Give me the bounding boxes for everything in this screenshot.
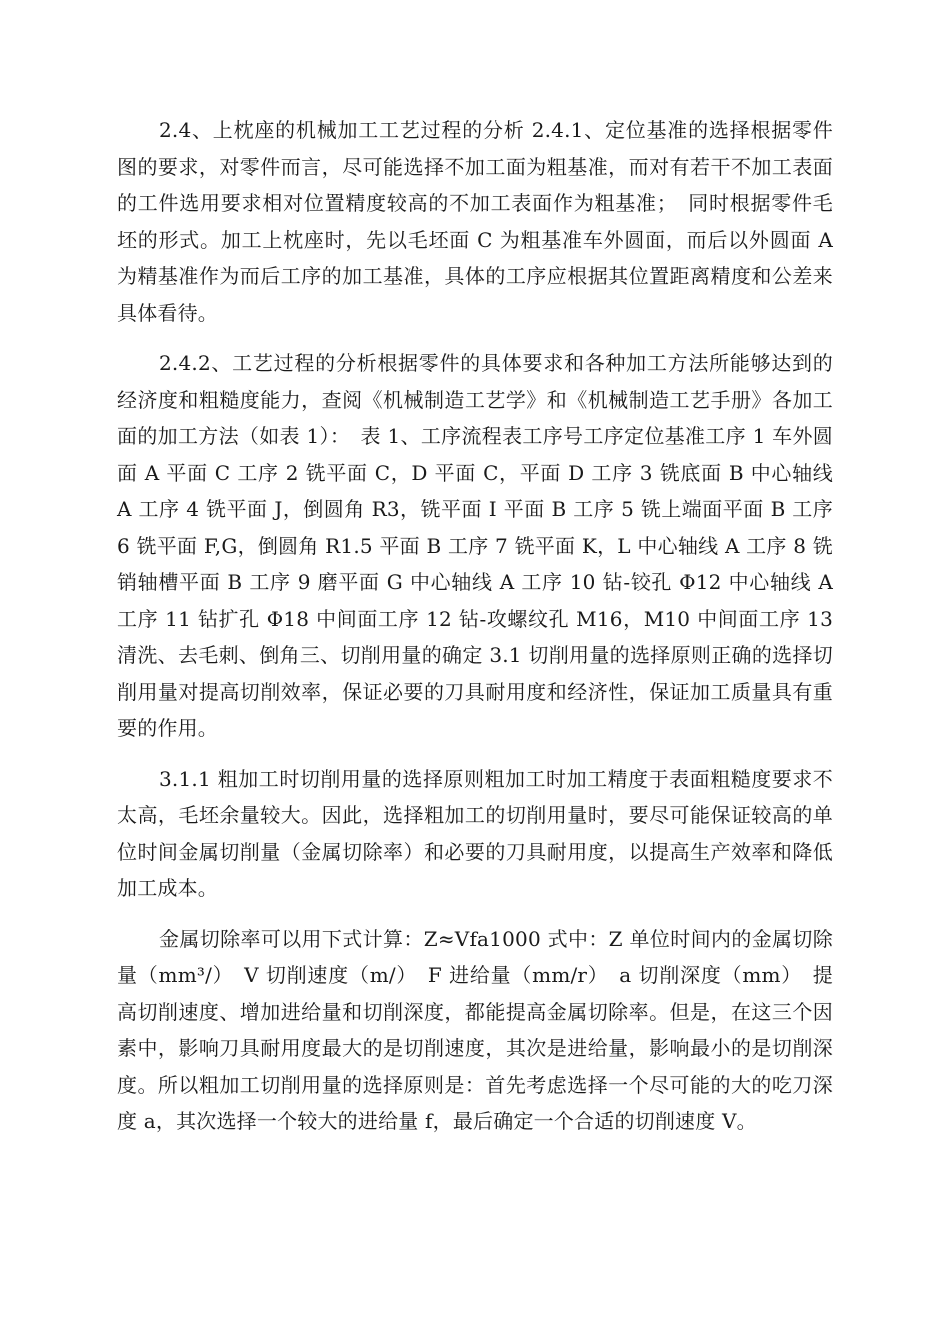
- paragraph-2-4: 2.4、上枕座的机械加工工艺过程的分析 2.4.1、定位基准的选择根据零件图的要求，对零件而言，尽可能选择不加工面为粗基准，而对有若干不加工表面的工件选用要求相对位置精度较高的不加工表面作为粗基准； 同时根据零件毛坯的形式。加工上枕座时，先以毛坯面 C 为粗基准车外圆面，而后以外圆面 A 为精基准作为而后工序的加工基准，具体的工序应根据其位置距离精度和公差来具体看待。: [117, 118, 833, 325]
- document-body: [117, 112, 833, 1154]
- paragraph-metal-removal-rate: 金属切除率可以用下式计算：Z≈Vfa1000 式中：Z 单位时间内的金属切除量（mm³/） V 切削速度（m/） F 进给量（mm/r） a 切削深度（mm） 提高切削速度、增加进给量和切削深度，都能提高金属切除率。但是，在这三个因素中，影响刀具耐用度最大的是切削速度，其次是进给量，影响最小的是切削深度。所以粗加工切削用量的选择原则是：首先考虑选择一个尽可能的大的吃刀深度 a，其次选择一个较大的进给量 f，最后确定一个合适的切削速度 V。: [117, 926, 833, 1133]
- paragraph-2-4-2: 2.4.2、工艺过程的分析根据零件的具体要求和各种加工方法所能够达到的经济度和粗糙度能力，查阅《机械制造工艺学》和《机械制造工艺手册》各加工面的加工方法（如表 1）： 表 1、工序流程表工序号工序定位基准工序 1 车外圆面 A 平面 C 工序 2 铣平面 C，D 平面 C，平面 D 工序 3 铣底面 B 中心轴线 A 工序 4 铣平面 J，倒圆角 R3，铣平面 I 平面 B 工序 5 铣上端面平面 B 工序 6 铣平面 F,G，倒圆角 R1.5 平面 B 工序 7 铣平面 K，L 中心轴线 A 工序 8 铣销轴槽平面 B 工序 9 磨平面 G 中心轴线 A 工序 10 钻-铰孔 Φ12 中心轴线 A 工序 11 钻扩孔 Φ18 中间面工序 12 钻-攻螺纹孔 M16，M10 中间面工序 13 清洗、去毛刺、倒角三、切削用量的确定 3.1 切削用量的选择原则正确的选择切削用量对提高切削效率，保证必要的刀具耐用度和经济性，保证加工质量具有重要的作用。: [117, 351, 833, 740]
- paragraph-3-1-1: 3.1.1 粗加工时切削用量的选择原则粗加工时加工精度于表面粗糙度要求不太高，毛坯余量较大。因此，选择粗加工的切削用量时，要尽可能保证较高的单位时间金属切削量（金属切除率）和必要的刀具耐用度，以提高生产效率和降低加工成本。: [117, 766, 833, 900]
